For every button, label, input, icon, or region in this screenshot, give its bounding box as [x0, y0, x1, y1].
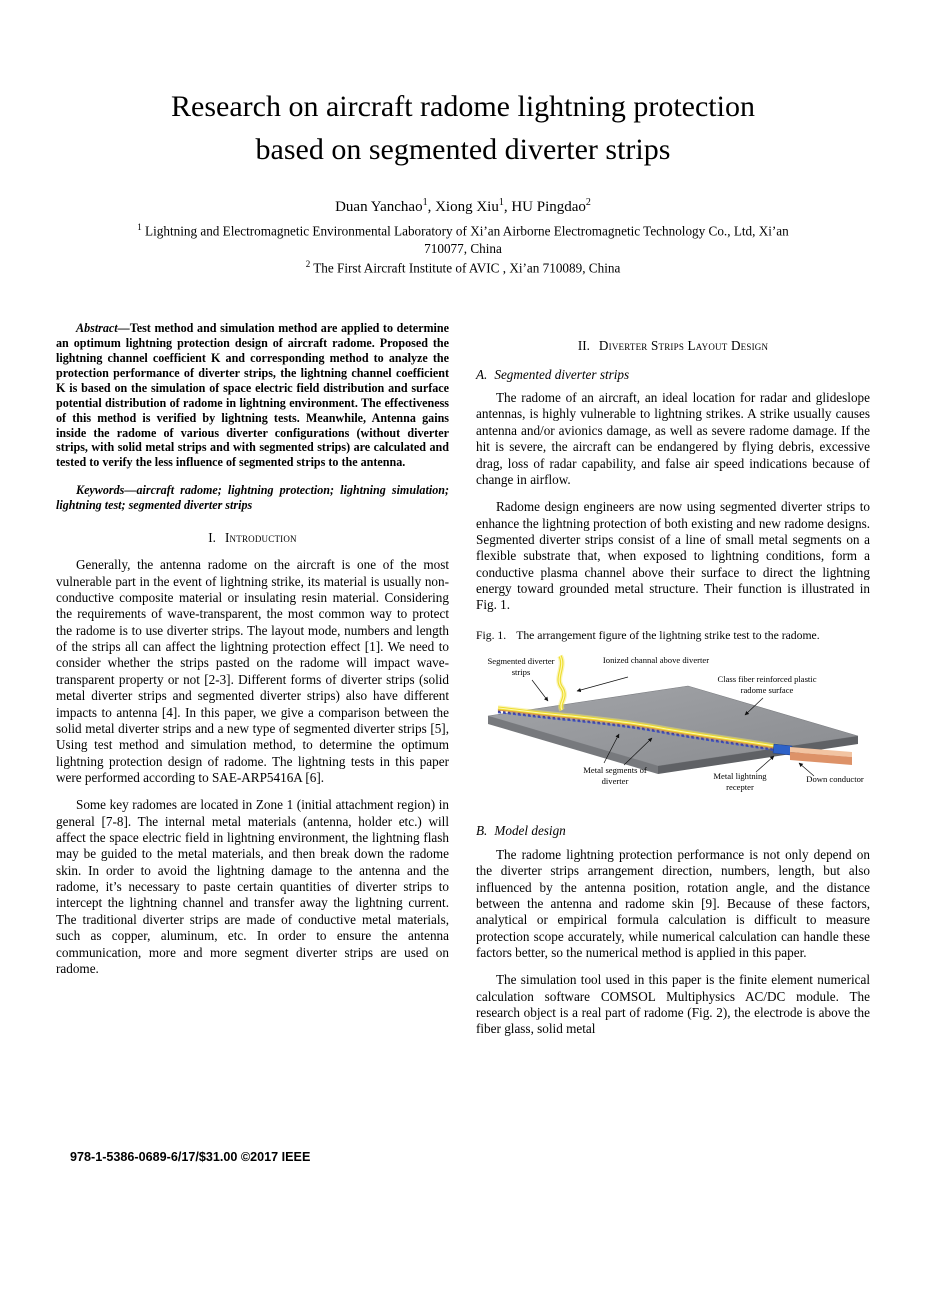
author-name: Xiong Xiu	[435, 199, 499, 216]
lightning-receptor-graphic	[773, 744, 792, 755]
subsection-b-title: Model design	[494, 823, 566, 839]
figure-1-caption-text: The arrangement figure of the lightning strike test to the radome.	[516, 628, 820, 642]
author-superscript: 2	[585, 197, 591, 209]
keywords-label: Keywords—	[76, 483, 137, 498]
figure-label-down-conductor: Down conductor	[806, 774, 864, 785]
figure-label-segmented-strips: Segmented diverter strips	[487, 656, 555, 677]
author-superscript: 1	[422, 197, 428, 209]
abstract-text: Test method and simulation method are applied to determine an optimum lightning protection design of aircraft radome. Proposed the lightning channel coefficient K and corresponding method to analyze the protection performance of diverter strips, the lightning channel coefficient K is based on the simulation of space electric field distribution and surface potential distribution of radome in lightning environment. The effectiveness of this method is verified by lightning tests. Meanwhile, Antenna gains inside the radome of various diverter configurations (without diverter strips, with solid metal strips and with segmented strips) are calculated and tested to verify the less influence of segmented strips to the antenna.	[56, 321, 449, 470]
down-conductor-graphic	[790, 747, 852, 765]
intro-paragraph-1: Generally, the antenna radome on the aircraft is one of the most vulnerable part in the event of lightning strike, its material is usually non-conductive composite material or insulating resin material. Considering the requirements of wave-transparent, the most common way to protect the radome is to use diverter strips. The layout mode, numbers and length of the strips all can affect the lightning protection effect [1]. We need to consider whether the strips pasted on the radome will impact wave-transparent property or not [2-3]. Different forms of diverter strips (solid metal diverter strips and segmented diverter strips) also have different impacts to antenna [4]. In this paper, we give a comparison between the solid metal diverter strips and a new type of segmented diverter strips [5], Using test method and simulation method, to determine the optimum lightning protection design of radome. The lightning tests in this paper were performed according to SAE-ARP5416A [6].	[56, 557, 449, 785]
subsection-b-paragraph-2: The simulation tool used in this paper is the finite element numerical calculation software COMSOL Multiphysics AC/DC module. The research object is a real part of radome (Fig. 2), the electrode is above the fiber glass, solid metal	[476, 972, 870, 1037]
copyright-notice: 978-1-5386-0689-6/17/$31.00 ©2017 IEEE	[70, 1150, 311, 1164]
figure-label-class-fiber: Class fiber reinforced plastic radome surface	[717, 674, 817, 695]
subsection-a-paragraph-1: The radome of an aircraft, an ideal location for radar and glideslope antennas, is highly vulnerable to lightning strikes. A strike usually causes antenna and/or avionics damage, as well as severe radome damage. If the hit is severe, the aircraft can be endangered by flying debris, excessive drag, loss of radar capability, and false air speed indications because of change in airflow.	[476, 390, 870, 487]
figure-1-caption-label: Fig. 1.	[476, 628, 507, 642]
abstract-label: Abstract—	[76, 321, 130, 336]
two-column-body	[0, 321, 926, 1037]
author-separator: ,	[427, 199, 436, 216]
abstract-paragraph	[56, 321, 449, 470]
intro-paragraph-2: Some key radomes are located in Zone 1 (initial attachment region) in general [7-8]. The internal metal materials (antenna, holder etc.) will affect the space electric field in lightning environment, the lightning flash may be guided to the metal materials, and then break down the radome skin. In order to avoid the lightning damage to the antenna and the radome, it’s necessary to paste certain quantities of diverter strips to intercept the lightning channel and transfer away the lightning current. The traditional diverter strips are made of conductive metal materials, such as copper, aluminum, etc. In order to ensure the antenna communication, more and more segment diverter strips are used on radome.	[56, 797, 449, 976]
paper-title-line-1: Research on aircraft radome lightning protection	[171, 90, 755, 123]
keywords-paragraph	[56, 483, 449, 513]
subsection-b-paragraph-1: The radome lightning protection performance is not only depend on the diverter strips arrangement direction, numbers, length, but also influenced by the antenna position, rotation angle, and the distance between the antenna and radome skin [9]. Because of these factors, analytical or empirical formula calculation is difficult to measure protection scope accurately, while numerical calculation can handle these factors better, so the numerical method is applied in this paper.	[476, 846, 870, 960]
author-name: Duan Yanchao	[335, 199, 423, 216]
figure-1	[476, 653, 870, 811]
figure-label-ionized-channel: Ionized channal above diverter	[602, 655, 710, 666]
subsection-a-heading	[476, 367, 870, 383]
figure-1-caption	[476, 629, 870, 644]
affiliation-2: $^2$ The First Aircraft Institute of AVIC , Xi’an 710089, China	[305, 259, 621, 276]
affiliations	[0, 221, 926, 277]
subsection-a-title: Segmented diverter strips	[494, 366, 630, 382]
authors-line	[0, 197, 926, 216]
section-1-number: I.	[208, 529, 216, 545]
section-1-heading	[56, 530, 449, 546]
affiliation-1-line-2: 710077, China	[424, 241, 502, 257]
paper-title-line-2: based on segmented diverter strips	[255, 132, 671, 166]
section-2-heading	[476, 338, 870, 354]
figure-label-metal-segments: Metal segments of diverter	[583, 765, 647, 786]
section-2-title: Diverter Strips Layout Design	[598, 338, 769, 354]
author-superscript: 1	[498, 197, 504, 209]
author-name: HU Pingdao	[511, 199, 586, 216]
figure-label-lightning-recepter: Metal lightning recepter	[713, 771, 767, 792]
author-separator: ,	[503, 199, 512, 216]
affiliation-1-line-1: $^1$ Lightning and Electromagnetic Environmental Laboratory of Xi’an Airborne Electromagnetic Technology Co., Ltd, Xi’an	[137, 222, 789, 239]
right-column	[476, 321, 870, 1037]
section-2-number: II.	[577, 338, 590, 354]
subsection-b-heading	[476, 823, 870, 839]
section-1-title: Introduction	[224, 529, 297, 545]
affiliation-superscript: 1	[137, 222, 142, 233]
left-column	[56, 321, 449, 977]
paper-title	[0, 86, 926, 171]
subsection-b-number: B.	[476, 823, 488, 839]
subsection-a-paragraph-2: Radome design engineers are now using segmented diverter strips to enhance the lightning protection of both existing and new radome designs. Segmented diverter strips consist of a line of small metal segments on a flexible substrate that, when exposed to lightning conditions, form a conductive plasma channel above their surface to direct the lightning energy toward grounded metal structure. Their function is illustrated in Fig. 1.	[476, 499, 870, 613]
keywords-text: aircraft radome; lightning protection; lightning simulation; lightning test; segmented diverter strips	[56, 483, 449, 513]
affiliation-superscript: 2	[305, 259, 311, 270]
subsection-a-number: A.	[476, 366, 488, 382]
